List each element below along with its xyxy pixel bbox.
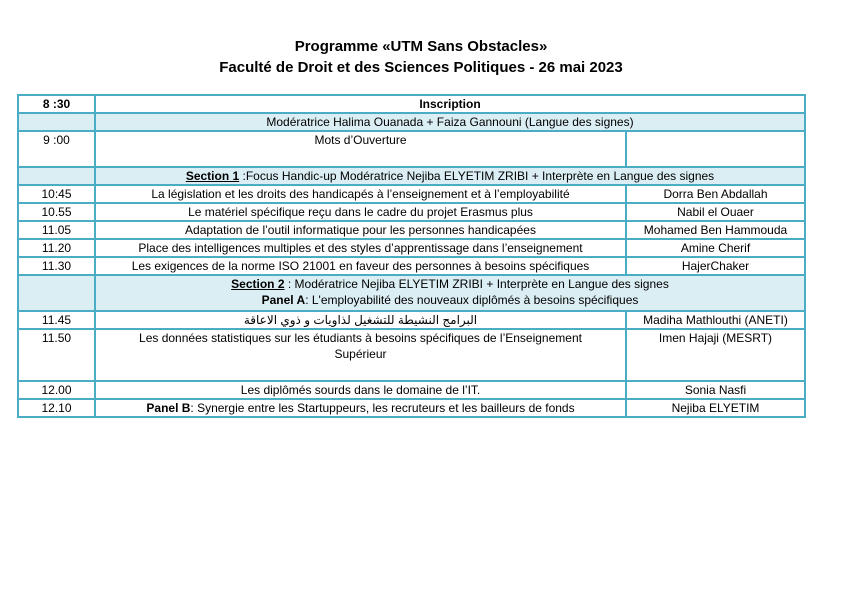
speaker-cell [626,131,805,167]
title-cell: Le matériel spécifique reçu dans le cadre du projet Erasmus plus [95,203,626,221]
panel-b-label: Panel B [146,401,191,415]
table-row [18,381,805,399]
speaker-cell: Imen Hajaji (MESRT) [626,329,805,381]
table-row [18,257,805,275]
title-cell: Les exigences de la norme ISO 21001 en faveur des personnes à besoins spécifiques [95,257,626,275]
table-row [18,399,805,417]
speaker-cell: Nejiba ELYETIM [626,399,805,417]
section-1-cell [95,167,805,185]
program-title: Programme «UTM Sans Obstacles» [294,38,548,55]
section-2-text: : Modératrice Nejiba ELYETIM ZRIBI + Interprète en Langue des signes [284,277,669,291]
time-cell: 8 :30 [18,95,95,113]
title-cell: Mots d’Ouverture [95,131,626,167]
time-cell: 11.05 [18,221,95,239]
title-cell: La législation et les droits des handicapés à l’enseignement et à l’employabilité [95,185,626,203]
program-subtitle: Faculté de Droit et des Sciences Politiques - 26 mai 2023 [219,59,623,76]
section-2-cell [95,275,805,311]
panel-a-line [99,292,801,308]
table-row [18,185,805,203]
title-cell: Les données statistiques sur les étudiants à besoins spécifiques de l’Enseignement Supérieur [95,329,626,381]
row-moderators [18,113,805,131]
title-cell: البرامج النشيطة للتشغيل لذاويات و ذوي الاعاقة [95,311,626,329]
time-cell: 12.10 [18,399,95,417]
time-cell: 11.45 [18,311,95,329]
speaker-cell: Madiha Mathlouthi (ANETI) [626,311,805,329]
speaker-cell: Nabil el Ouaer [626,203,805,221]
section-2-line [99,276,801,292]
title-cell: Inscription [95,95,805,113]
table-row [18,203,805,221]
speaker-cell: HajerChaker [626,257,805,275]
table-row [18,239,805,257]
time-cell: 11.50 [18,329,95,381]
row-inscription [18,95,805,113]
document-header [0,36,842,78]
program-table [17,94,806,418]
title-cell: Place des intelligences multiples et des styles d’apprentissage dans l’enseignement [95,239,626,257]
title-cell: Les diplômés sourds dans le domaine de l’IT. [95,381,626,399]
time-cell [18,113,95,131]
section-1-label: Section 1 [185,169,240,183]
time-cell: 12.00 [18,381,95,399]
section-1-text: :Focus Handic-up Modératrice Nejiba ELYETIM ZRIBI + Interprète en Langue des signes [239,169,715,183]
title-cell: Adaptation de l’outil informatique pour les personnes handicapées [95,221,626,239]
table-row [18,311,805,329]
time-cell: 11.30 [18,257,95,275]
time-cell [18,275,95,311]
time-cell: 9 :00 [18,131,95,167]
table-row [18,221,805,239]
row-section-1 [18,167,805,185]
moderators-cell: Modératrice Halima Ouanada + Faiza Gannouni (Langue des signes) [95,113,805,131]
time-cell: 11.20 [18,239,95,257]
speaker-cell: Mohamed Ben Hammouda [626,221,805,239]
speaker-cell: Sonia Nasfi [626,381,805,399]
row-section-2 [18,275,805,311]
speaker-cell: Dorra Ben Abdallah [626,185,805,203]
speaker-cell: Amine Cherif [626,239,805,257]
panel-a-text: : L'employabilité des nouveaux diplômés à besoins spécifiques [305,293,639,307]
row-opening [18,131,805,167]
time-cell: 10:45 [18,185,95,203]
panel-a-label: Panel A [261,293,306,307]
time-cell [18,167,95,185]
title-cell [95,399,626,417]
panel-b-text: : Synergie entre les Startuppeurs, les recruteurs et les bailleurs de fonds [190,401,575,415]
table-row [18,329,805,381]
time-cell: 10.55 [18,203,95,221]
section-2-label: Section 2 [231,277,285,291]
